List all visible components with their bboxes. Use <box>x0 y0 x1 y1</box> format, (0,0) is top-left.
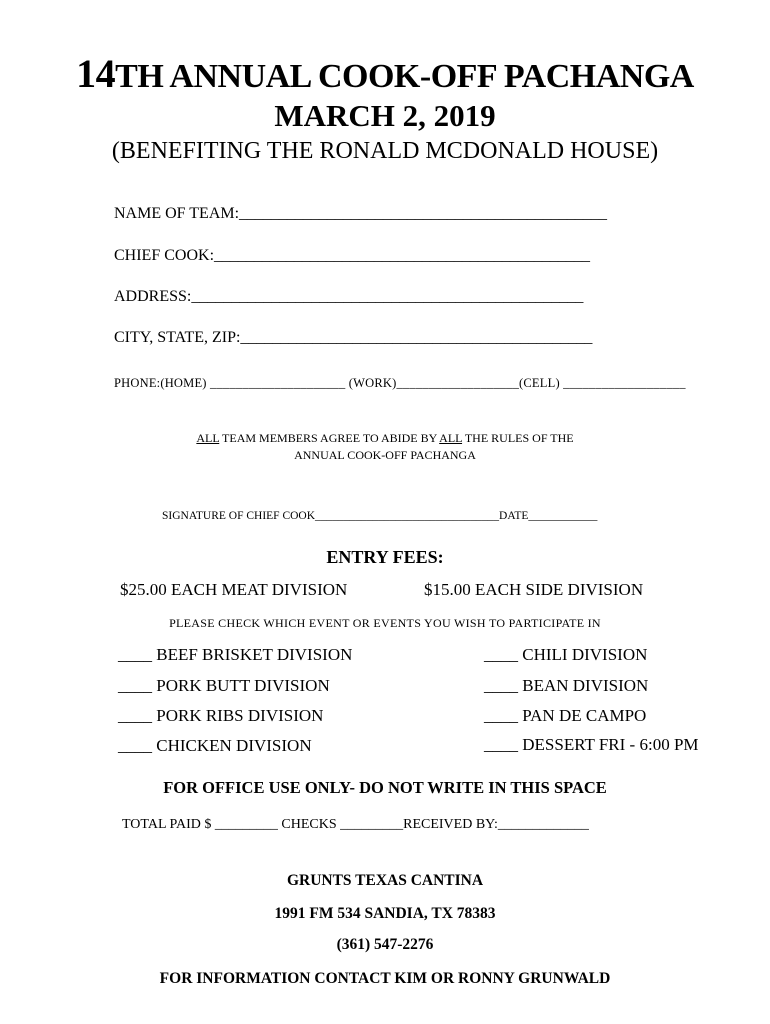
meat-fee: $25.00 EACH MEAT DIVISION <box>120 580 348 599</box>
signature-field[interactable]: SIGNATURE OF CHIEF COOK________________________________DATE____________ <box>162 510 598 522</box>
office-use-heading: FOR OFFICE USE ONLY- DO NOT WRITE IN THIS SPACE <box>163 778 607 797</box>
address-field[interactable]: ADDRESS:_________________________________________________ <box>114 288 584 305</box>
event-pork-ribs[interactable]: ____ PORK RIBS DIVISION <box>118 706 324 725</box>
entry-fees-heading: ENTRY FEES: <box>326 547 444 567</box>
title-text: TH ANNUAL COOK-OFF PACHANGA <box>115 58 694 95</box>
event-date: MARCH 2, 2019 <box>274 98 496 133</box>
agreement-all-2: ALL <box>439 431 463 445</box>
office-use-line: TOTAL PAID $ _________ CHECKS _________RECEIVED BY:_____________ <box>122 817 589 832</box>
event-chili[interactable]: ____ CHILI DIVISION <box>484 645 648 664</box>
agreement-text <box>0 430 770 464</box>
team-name-field[interactable]: NAME OF TEAM:______________________________________________ <box>114 205 608 222</box>
agreement-line-2: ANNUAL COOK-OFF PACHANGA <box>294 448 476 462</box>
agreement-end: THE RULES OF THE <box>462 431 574 445</box>
event-bean[interactable]: ____ BEAN DIVISION <box>484 676 649 695</box>
venue-address: 1991 FM 534 SANDIA, TX 78383 <box>274 905 496 922</box>
phone-field[interactable]: PHONE:(HOME) _____________________ (WORK)___________________(CELL) ___________________ <box>114 376 686 390</box>
contact-info: FOR INFORMATION CONTACT KIM OR RONNY GRUNWALD <box>159 970 611 987</box>
event-beef-brisket[interactable]: ____ BEEF BRISKET DIVISION <box>118 645 353 664</box>
event-dessert[interactable]: ____ DESSERT FRI - 6:00 PM <box>484 735 699 754</box>
venue-phone: (361) 547-2276 <box>336 936 434 953</box>
agreement-line-1 <box>0 430 770 447</box>
event-pan-de-campo[interactable]: ____ PAN DE CAMPO <box>484 706 647 725</box>
venue-name: GRUNTS TEXAS CANTINA <box>286 872 484 889</box>
agreement-mid: TEAM MEMBERS AGREE TO ABIDE BY <box>219 431 440 445</box>
event-pork-butt[interactable]: ____ PORK BUTT DIVISION <box>118 676 330 695</box>
city-state-zip-field[interactable]: CITY, STATE, ZIP:____________________________________________ <box>114 329 593 346</box>
title-number: 14 <box>76 51 116 96</box>
check-instruction: PLEASE CHECK WHICH EVENT OR EVENTS YOU WISH TO PARTICIPATE IN <box>169 616 601 630</box>
side-fee: $15.00 EACH SIDE DIVISION <box>424 580 644 599</box>
subtitle: (BENEFITING THE RONALD MCDONALD HOUSE) <box>111 138 659 164</box>
agreement-all-1: ALL <box>196 431 220 445</box>
event-chicken[interactable]: ____ CHICKEN DIVISION <box>118 736 312 755</box>
page-title <box>0 50 770 97</box>
chief-cook-field[interactable]: CHIEF COOK:_______________________________________________ <box>114 247 591 264</box>
